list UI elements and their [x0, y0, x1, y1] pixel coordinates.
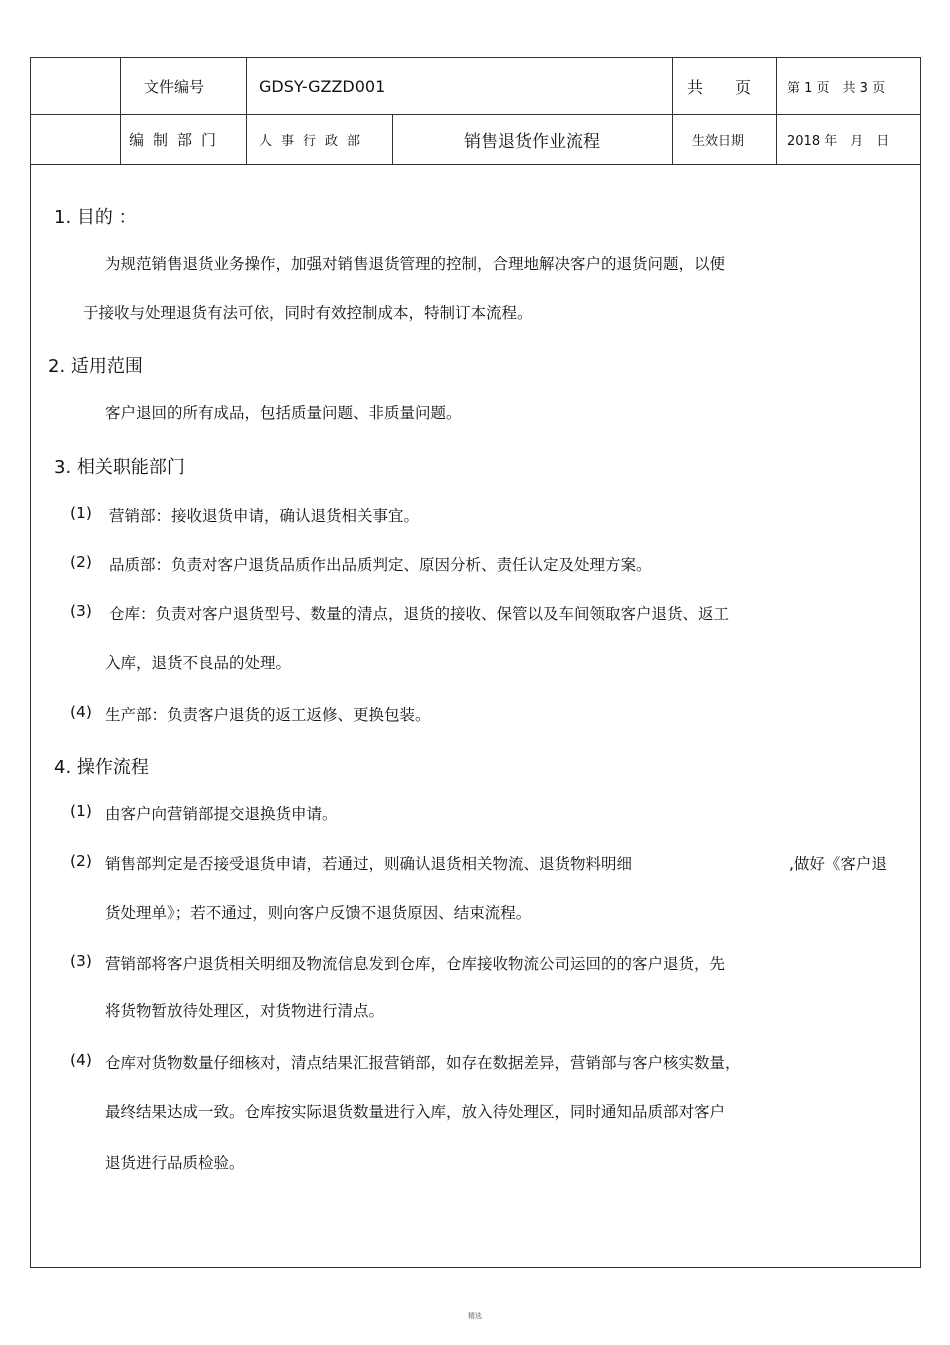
header-col-divider [776, 58, 777, 165]
paragraph-line: 客户退回的所有成品，包括质量问题、非质量问题。 [105, 404, 462, 422]
share-label: 共 页 [687, 77, 752, 97]
effective-date-label: 生效日期 [692, 133, 745, 149]
list-item-number: (4) [70, 1051, 92, 1069]
list-item-number: (2) [70, 852, 92, 870]
list-item-text-tail: ,做好《客户退 [789, 855, 887, 873]
list-item-text: 营销部将客户退货相关明细及物流信息发到仓库，仓库接收物流公司运回的的客户退货，先 [105, 955, 726, 973]
list-item-text: 生产部：负责客户退货的返工返修、更换包装。 [105, 706, 431, 724]
list-item-number: (3) [70, 602, 92, 620]
page-info: 第 1 页 共 3 页 [787, 80, 886, 96]
list-item-text: 退货进行品质检验。 [105, 1154, 245, 1172]
list-item-text: 品质部：负责对客户退货品质作出品质判定、原因分析、责任认定及处理方案。 [109, 556, 652, 574]
list-item-number: (1) [70, 802, 92, 820]
list-item-text: 销售部判定是否接受退货申请，若通过，则确认退货相关物流、退货物料明细 [105, 855, 633, 873]
doc-no-label: 文件编号 [144, 77, 205, 96]
list-item-number: (3) [70, 952, 92, 970]
paragraph-line: 于接收与处理退货有法可依，同时有效控制成本，特制订本流程。 [83, 304, 533, 322]
list-item-text: 货处理单》；若不通过，则向客户反馈不退货原因、结束流程。 [105, 904, 532, 922]
document-title: 销售退货作业流程 [464, 131, 600, 152]
list-item-text: 入库，退货不良品的处理。 [105, 654, 292, 672]
section-heading: 3. 相关职能部门 [54, 457, 185, 478]
list-item-text: 仓库对货物数量仔细核对，清点结果汇报营销部，如存在数据差异，营销部与客户核实数量， [105, 1054, 741, 1072]
list-item-number: (1) [70, 504, 92, 522]
list-item-number: (2) [70, 553, 92, 571]
section-heading: 2. 适用范围 [48, 356, 143, 377]
footer-mark: 精选 [468, 1312, 482, 1320]
effective-date-value: 2018 年 月 日 [787, 133, 890, 149]
list-item-text: 最终结果达成一致。仓库按实际退货数量进行入库，放入待处理区，同时通知品质部对客户 [105, 1103, 726, 1121]
doc-no-value: GDSY-GZZD001 [259, 76, 386, 96]
list-item-text: 营销部：接收退货申请，确认退货相关事宜。 [109, 507, 420, 525]
section-heading: 4. 操作流程 [54, 757, 149, 778]
header-col-divider [672, 58, 673, 165]
header-col-divider [120, 58, 121, 165]
paragraph-line: 为规范销售退货业务操作，加强对销售退货管理的控制，合理地解决客户的退货问题，以便 [105, 255, 726, 273]
list-item-text: 由客户向营销部提交退换货申请。 [105, 805, 338, 823]
list-item-text: 仓库：负责对客户退货型号、数量的清点，退货的接收、保管以及车间领取客户退货、返工 [109, 605, 730, 623]
dept-label: 编制部门 [129, 130, 226, 149]
section-heading: 1. 目的 ： [54, 207, 137, 228]
dept-value: 人事行政部 [259, 133, 370, 149]
header-bottom-divider [31, 164, 920, 165]
list-item-text: 将货物暂放待处理区，对货物进行清点。 [105, 1002, 385, 1020]
list-item-number: (4) [70, 703, 92, 721]
header-col-divider [246, 58, 247, 165]
